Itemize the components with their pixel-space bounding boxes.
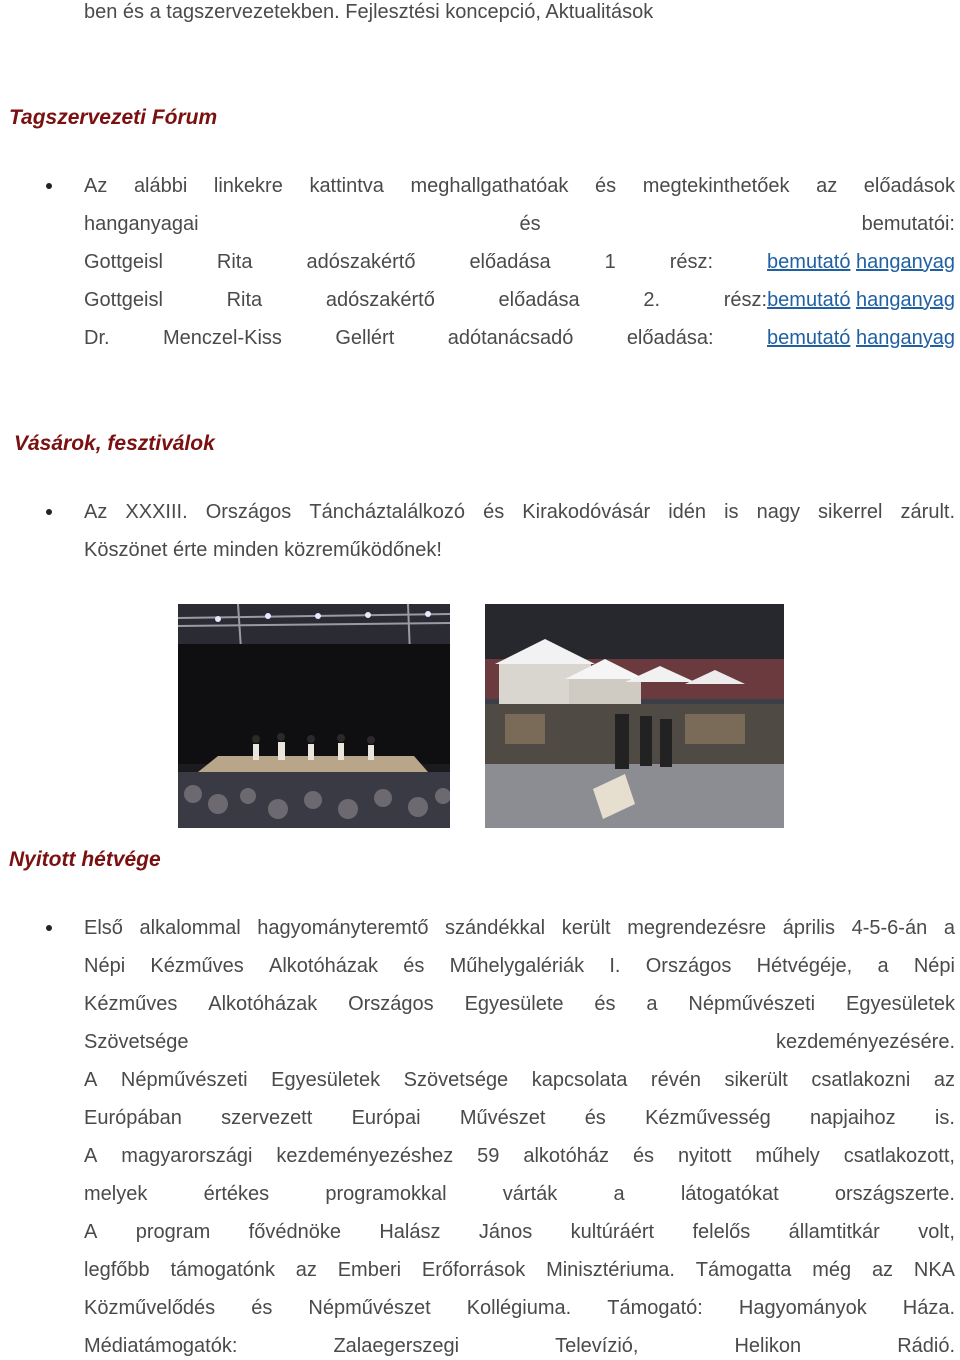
weekend-line-9-word: program (135, 1221, 211, 1243)
section-heading-open-weekend: Nyitott hétvége (9, 848, 161, 871)
weekend-line-11-word: Hagyományok (738, 1297, 867, 1319)
bullet-icon (46, 509, 52, 515)
weekend-line-10-word: Minisztériuma. (546, 1259, 675, 1281)
weekend-line-4-word: Szövetsége (84, 1031, 189, 1053)
weekend-line-10-word: Emberi (337, 1259, 402, 1281)
forum-intro-line-1-word: linkekre (213, 175, 283, 197)
talk-3-w4: előadása: (626, 327, 714, 349)
market-tents-photo (485, 604, 784, 828)
weekend-line-6-word: szervezett (221, 1107, 313, 1129)
weekend-line-7-word: A (84, 1145, 98, 1167)
weekend-line-3-word: Országos (348, 993, 434, 1015)
weekend-line-1-word: került (561, 917, 611, 939)
weekend-line-3-word: Egyesületek (846, 993, 955, 1015)
weekend-line-9-word: János (478, 1221, 533, 1243)
weekend-line-9-word: kultúráért (570, 1221, 655, 1243)
weekend-line-1-word: Első (84, 917, 123, 939)
talk-2-w4: 2. (643, 289, 661, 311)
weekend-line-7-word: csatlakozott, (843, 1145, 955, 1167)
weekend-line-5-word: kapcsolata (531, 1069, 628, 1091)
talk-1-audio-link[interactable]: hanganyag (856, 251, 955, 273)
weekend-line-1-word: 4-5-6-án (851, 917, 928, 939)
weekend-line-3 (84, 992, 955, 1016)
weekend-line-10-word: támogatónk (170, 1259, 275, 1281)
talk-2-w2: adószakértő (325, 289, 435, 311)
weekend-line-10-word: még (812, 1259, 852, 1281)
weekend-line-7-word: magyarországi (121, 1145, 253, 1167)
talk-2 (84, 288, 955, 312)
weekend-line-7 (84, 1144, 955, 1168)
weekend-line-12-word: Zalaegerszegi (333, 1335, 460, 1357)
weekend-line-6-word: napjaihoz (810, 1107, 896, 1129)
fairs-line-1-word: Országos (205, 501, 292, 523)
weekend-line-6-word: Kézművesség (645, 1107, 771, 1129)
weekend-line-3-word: Kézműves (84, 993, 178, 1015)
weekend-line-3-word: Egyesülete (464, 993, 564, 1015)
weekend-line-6-word: Európai (351, 1107, 421, 1129)
section-heading-forum: Tagszervezeti Fórum (9, 106, 218, 129)
talk-1 (84, 250, 955, 274)
weekend-line-2-word: Népi (913, 955, 955, 977)
weekend-line-11 (84, 1296, 955, 1320)
talk-3-w3: adótanácsadó (447, 327, 574, 349)
weekend-line-9-word: felelős (692, 1221, 751, 1243)
weekend-line-2-word: a (877, 955, 889, 977)
weekend-line-11-word: Népművészet (308, 1297, 431, 1319)
fairs-line-1-word: XXXIII. (125, 501, 188, 523)
weekend-line-5-word: sikerült (724, 1069, 788, 1091)
weekend-line-3-word: a (646, 993, 658, 1015)
forum-intro-line-1-word: kattintva (309, 175, 384, 197)
weekend-line-9-word: volt, (918, 1221, 955, 1243)
weekend-line-10-word: az (871, 1259, 894, 1281)
weekend-line-10-word: Erőforrások (421, 1259, 526, 1281)
bullet-icon (46, 925, 52, 931)
weekend-line-9-word: államtitkár (788, 1221, 880, 1243)
weekend-line-5 (84, 1068, 955, 1092)
weekend-line-1-word: alkalommal (139, 917, 241, 939)
talk-2-w3: előadása (498, 289, 580, 311)
talk-2-w5: rész: (723, 289, 768, 311)
weekend-line-2 (84, 954, 955, 978)
weekend-line-6 (84, 1106, 955, 1130)
talk-1-w5: rész: (669, 251, 714, 273)
weekend-line-11-word: Kollégiuma. (466, 1297, 572, 1319)
forum-intro-line-1-word: előadások (863, 175, 955, 197)
weekend-line-10-word: az (295, 1259, 317, 1281)
weekend-line-1-word: szándékkal (445, 917, 546, 939)
forum-intro-line-1-word: az (816, 175, 838, 197)
fairs-line-1-word: Az (84, 501, 108, 523)
forum-intro-line-2-word: bemutatói: (861, 213, 955, 235)
weekend-line-6-word: Európában (84, 1107, 182, 1129)
weekend-line-10 (84, 1258, 955, 1282)
weekend-line-3-word: és (594, 993, 616, 1015)
forum-intro-line-2-word: és (519, 213, 541, 235)
talk-3-w0: Dr. (84, 327, 110, 349)
talk-1-show-link[interactable]: bemutató (767, 251, 851, 273)
weekend-line-2-word: Hétvégéje, (756, 955, 853, 977)
talk-1-w0: Gottgeisl (84, 251, 163, 273)
talk-1-w3: előadása (469, 251, 551, 273)
forum-intro-line-1-word: meghallgathatóak (410, 175, 569, 197)
fairs-line-2 (84, 538, 955, 562)
weekend-line-8-word: melyek (84, 1183, 148, 1205)
weekend-line-2-word: Kézműves (150, 955, 244, 977)
weekend-line-12-word: Televízió, (555, 1335, 639, 1357)
weekend-line-1-word: hagyományteremtő (257, 917, 429, 939)
weekend-line-2-word: Műhelygalériák (449, 955, 585, 977)
weekend-line-4-word: kezdeményezésére. (776, 1031, 955, 1053)
weekend-line-8-word: országszerte. (834, 1183, 955, 1205)
fairs-line-1-word: Kirakodóvásár (522, 501, 651, 523)
fairs-line-1-word: is (724, 501, 739, 523)
weekend-line-7-word: és (632, 1145, 655, 1167)
talk-3-w2: Gellért (335, 327, 395, 349)
weekend-line-7-word: kezdeményezéshez (276, 1145, 454, 1167)
weekend-line-8-word: programokkal (325, 1183, 447, 1205)
weekend-line-7-word: alkotóház (523, 1145, 609, 1167)
fairs-line-1-word: Táncháztalálkozó (309, 501, 466, 523)
talk-2-tail (724, 288, 955, 312)
bullet-icon (46, 183, 52, 189)
talk-2-audio-link[interactable]: hanganyag (856, 289, 955, 311)
forum-intro-line-1-word: Az (84, 175, 108, 197)
weekend-line-1-word: megrendezésre (627, 917, 767, 939)
talk-1-w1: Rita (216, 251, 253, 273)
weekend-line-8-word: értékes (203, 1183, 270, 1205)
weekend-line-7-word: műhely (755, 1145, 820, 1167)
weekend-line-1-word: a (943, 917, 955, 939)
weekend-line-9-word: A (84, 1221, 98, 1243)
forum-intro-line-2 (84, 212, 955, 236)
talk-2-w0: Gottgeisl (84, 289, 163, 311)
forum-intro-line-2-word: hanganyagai (84, 213, 199, 235)
weekend-line-9 (84, 1220, 955, 1244)
weekend-line-11-word: Támogató: (607, 1297, 703, 1319)
weekend-line-11-word: Közművelődés (84, 1297, 216, 1319)
weekend-line-4 (84, 1030, 955, 1054)
weekend-line-7-word: nyitott (678, 1145, 732, 1167)
weekend-line-2-word: I. (609, 955, 621, 977)
weekend-line-8 (84, 1182, 955, 1206)
fairs-line-1-word: sikerrel (818, 501, 883, 523)
fairs-line-1-word: nagy (756, 501, 800, 523)
weekend-line-12-word: Helikon (734, 1335, 802, 1357)
talk-3-audio-link[interactable]: hanganyag (855, 327, 955, 349)
weekend-line-6-word: és (584, 1107, 606, 1129)
fairs-line-1-word: és (483, 501, 505, 523)
weekend-line-2-word: Alkotóházak (269, 955, 378, 977)
weekend-line-10-word: legfőbb (84, 1259, 150, 1281)
weekend-line-6-word: is. (934, 1107, 955, 1129)
intro-text: ben és a tagszervezetekben. Fejlesztési koncepció, Aktualitások (84, 1, 654, 23)
weekend-line-11-word: és (251, 1297, 273, 1319)
weekend-line-8-word: a (613, 1183, 625, 1205)
weekend-line-10-word: Támogatta (695, 1259, 792, 1281)
fairs-line-1-word: idén (668, 501, 706, 523)
weekend-line-7-word: 59 (477, 1145, 500, 1167)
weekend-line-5-word: csatlakozni (811, 1069, 911, 1091)
weekend-line-5-word: révén (650, 1069, 701, 1091)
weekend-line-5-word: Népművészeti (120, 1069, 248, 1091)
weekend-line-5-word: Egyesületek (271, 1069, 381, 1091)
fairs-line-2-text: Köszönet érte minden közreműködőnek! (84, 539, 442, 561)
weekend-line-12 (84, 1334, 955, 1358)
weekend-line-9-word: fővédnöke (248, 1221, 341, 1243)
talk-3 (84, 326, 955, 350)
weekend-line-3-word: Népművészeti (688, 993, 816, 1015)
weekend-line-10-word: NKA (913, 1259, 955, 1281)
forum-intro-line-1 (84, 174, 955, 198)
forum-intro-line-1-word: megtekinthetőek (642, 175, 790, 197)
weekend-line-3-word: Alkotóházak (208, 993, 318, 1015)
weekend-line-12-word: Rádió. (897, 1335, 955, 1357)
dance-stage-photo (178, 604, 450, 828)
weekend-line-2-word: és (403, 955, 425, 977)
weekend-line-6-word: Művészet (459, 1107, 546, 1129)
talk-1-w4: 1 (604, 251, 616, 273)
fairs-line-1-word: zárult. (900, 501, 955, 523)
talk-1-w2: adószakértő (306, 251, 416, 273)
section-heading-fairs: Vásárok, fesztiválok (14, 432, 215, 455)
weekend-line-1 (84, 916, 955, 940)
talk-2-show-link[interactable]: bemutató (767, 289, 851, 311)
talk-3-links (767, 326, 955, 350)
weekend-line-2-word: Országos (645, 955, 732, 977)
weekend-line-5-word: az (933, 1069, 955, 1091)
weekend-line-9-word: Halász (379, 1221, 441, 1243)
weekend-line-8-word: várták (502, 1183, 558, 1205)
talk-3-w1: Menczel-Kiss (163, 327, 282, 349)
weekend-line-12-word: Médiatámogatók: (84, 1335, 238, 1357)
weekend-line-8-word: látogatókat (680, 1183, 779, 1205)
talk-3-show-link[interactable]: bemutató (767, 327, 851, 349)
weekend-line-5-word: Szövetsége (403, 1069, 509, 1091)
weekend-line-2-word: Népi (84, 955, 126, 977)
forum-intro-line-1-word: és (595, 175, 617, 197)
talk-2-w1: Rita (226, 289, 263, 311)
weekend-line-1-word: április (782, 917, 836, 939)
fairs-line-1 (84, 500, 955, 524)
forum-intro-line-1-word: alábbi (133, 175, 188, 197)
talk-1-links (767, 250, 955, 274)
weekend-line-11-word: Háza. (902, 1297, 955, 1319)
weekend-line-5-word: A (84, 1069, 98, 1091)
